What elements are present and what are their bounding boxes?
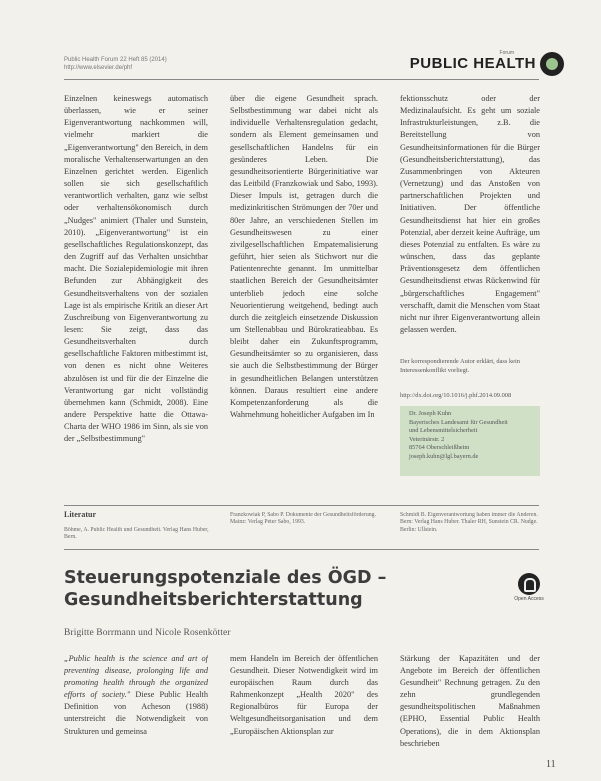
article-column-2: mem Handeln im Bereich der öffentlichen Gesundheit. Dieser Notwendigkeit wird im europäischen Raum durch das Rahmenkonzept „Health 2020" des Regionalbüros für Europa der Weltgesundheitsorganisation und dem „Europäischen Aktionsplan zur: [230, 654, 378, 736]
open-access-badge: [514, 573, 544, 602]
journal-brand: [409, 50, 536, 73]
quote-text: „Public health is the science and art of preventing disease, prolonging life and promoting health through the organized efforts of society.": [64, 654, 208, 700]
literature-heading: Literatur: [64, 510, 96, 519]
journal-logo-icon: [540, 52, 564, 76]
header-divider: [64, 79, 539, 80]
email-link[interactable]: joseph.kuhn@lgl.bayern.de: [409, 452, 479, 460]
paragraph: Einzelnen keineswegs automatisch überlassen, wie er seiner Eigenverantwortung nachkommen will, vielmehr markiert die „Eigenverantwortung" den Bereich, in dem moralische Verhaltenserwartungen an den Einzelnen gerichtet werden. Eigenlich sollen sie sich gesellschaftlich verantwortlich verhalten, ganz wie selbst oder verhaltensökonomisch durch „Nudges" animiert (Thaler und Sunstein, 2010). „Eigenverantwortung" ist ein gesellschaftliches Regulationskonzept, das den Zugriff auf das Verhalten unsichtbar macht. Die Sozialepidemiologie mit ihren Befunden zur Abhängigkeit des Gesundheitsverhaltens von der sozialen Lage ist als empirische Kritik an dieser Art Zuschreibung von Eigenverantwortung zu lesen: Sie zeigt, dass das Gesundheitsverhalten durch gesellschaftliche Faktoren mitbestimmt ist, von denen es nicht ohne Weiteres abzulösen ist und für die der Einzelne die Verantwortung gar nicht vollständig übernehmen kann (Schmidt, 2008). Eine andere Perspektive hatte die Ottawa-Charta der WHO 1986 im Sinn, als sie von der „Selbstbestimmung": [64, 94, 208, 444]
article-authors: Brigitte Borrmann und Nicole Rosenkötter: [64, 628, 231, 638]
address-line: 85764 Oberschleißheim: [409, 444, 470, 452]
article-title-line: Steuerungspotenziale des ÖGD –: [64, 568, 387, 588]
literature-divider: [64, 505, 539, 506]
journal-url: http://www.elsevier.de/phf: [64, 65, 133, 71]
paragraph: über die eigene Gesundheit sprach. Selbstbestimmung war dabei nicht als individuelle Verhaltensregulation gedacht, sondern als Element gemeinsamen und gesellschaftlichen Handelns für ein gesünderes Leben. Die gesundheitsorientierte Bürgerinitiative war das Leitbild (Franzkowiak und Sabo, 1993). Dieser Impuls ist, getragen durch die medizinkritischen Strömungen der 70er und 80er Jahre, an verschiedenen Stellen im Gesundheitswesen zu einer zivilgesellschaftlichen Empatemalisierung geführt, hier seien als Stichwort nur die Patientenrechte genannt. Im unmittelbar staatlichen Bereich der Gesundheitsämter unterblieb jedoch eine solche Neuorientierung weitgehend, bedingt auch durch die zeitgleich einsetzende Diskussion um Stellenabbau und Bürokratieabbau. Es bleibt daher ein Zukunftsprogramm, Gesundheitsämter so zu organisieren, dass sie auch die Selbstbestimmung der Bürger in gesundheitlichen Belangen unterstützen können. Daraus resultiert eine andere Kompetenzanforderung als die Wahrnehmung hoheitlicher Aufgaben im In: [230, 94, 378, 420]
open-access-label: Open Access: [514, 596, 544, 602]
paragraph: fektionsschutz oder der Medizinalaufsicht. Es geht um soziale Infrastrukturleistungen, z.B. die Bereitstellung von Gesundheitsinformationen für die Bürger (Gesundheitsberichterstattung), das Zusammenbringen von Akteuren (Vernetzung) und das Anstoßen von partnerschaftlichen Projekten und Initiativen. Der öffentliche Gesundheitsdienst hat hier ein großes Potenzial, aber derzeit keine Aufträge, um dieses Potenzial zu entfalten. Es wäre zu wünschen, dass das geplante Präventionsgesetz dem öffentlichen Gesundheitsdienst etwas Rückenwind für „bürgerschaftliches Engagement" verschafft, damit die Menschen vom Staat nicht nur ihrer Eigenverantwortung allein gelassen werden.: [400, 94, 540, 334]
text-column-3: [400, 93, 540, 353]
brand-name: PUBLIC HEALTH: [409, 55, 536, 72]
article-divider: [64, 549, 539, 550]
reference-item: Böhme, A. Public Health und Gesundheit. Verlag Hans Huber, Bern.: [64, 527, 209, 541]
address-line: Dr. Joseph Kuhn: [409, 410, 452, 417]
text-column-1: [64, 93, 208, 500]
page-number: 11: [546, 759, 556, 770]
address-line: Veterinärstr. 2: [409, 435, 445, 443]
brand-small-label: Forum: [499, 50, 514, 56]
article-title-line: Gesundheitsberichterstattung: [64, 590, 363, 610]
reference-item: Schmidt B. Eigenverantwortung haben immer die Anderen. Bern: Verlag Hans Huber. Thaler RH, Sunstein CR. Nudge. Berlin: Ullstein.: [400, 512, 538, 533]
article-title: [64, 567, 386, 611]
conflict-statement: Der korrespondierende Autor erklärt, dass kein Interessenkonflikt vorliegt.: [400, 358, 520, 374]
reference-item: Franzkowiak P, Sabo P. Dokumente der Gesundheitsförderung. Mainz: Verlag Peter Sabo, 1993.: [230, 512, 377, 526]
open-access-lock-icon: [518, 573, 540, 595]
author-address-box: [400, 406, 540, 476]
article-column-1: [64, 653, 208, 767]
paragraph: Diese Public Health Definition von Acheson (1988) unterstreicht die Notwendigkeit von Strukturen und gemeinsa: [64, 690, 208, 736]
journal-citation: Public Health Forum 22 Heft 85 (2014): [64, 57, 167, 63]
text-column-2: [230, 93, 378, 500]
journal-info: [64, 56, 167, 72]
address-line: Bayerisches Landesamt für Gesundheit: [409, 418, 508, 426]
address-line: und Lebensmittelsicherheit: [409, 427, 478, 435]
doi-link[interactable]: http://dx.doi.org/10.1016/j.phf.2014.09.008: [400, 392, 512, 399]
article-column-3: Stärkung der Kapazitäten und der Angebote im Bereich der öffentlichen Gesundheit" Rechnung getragen. Zu den zehn grundlegenden gesundheitspolitischen Maßnahmen (EPHO, Essential Public Health Operations), die in dem Aktionsplan beschrieben: [400, 654, 540, 748]
